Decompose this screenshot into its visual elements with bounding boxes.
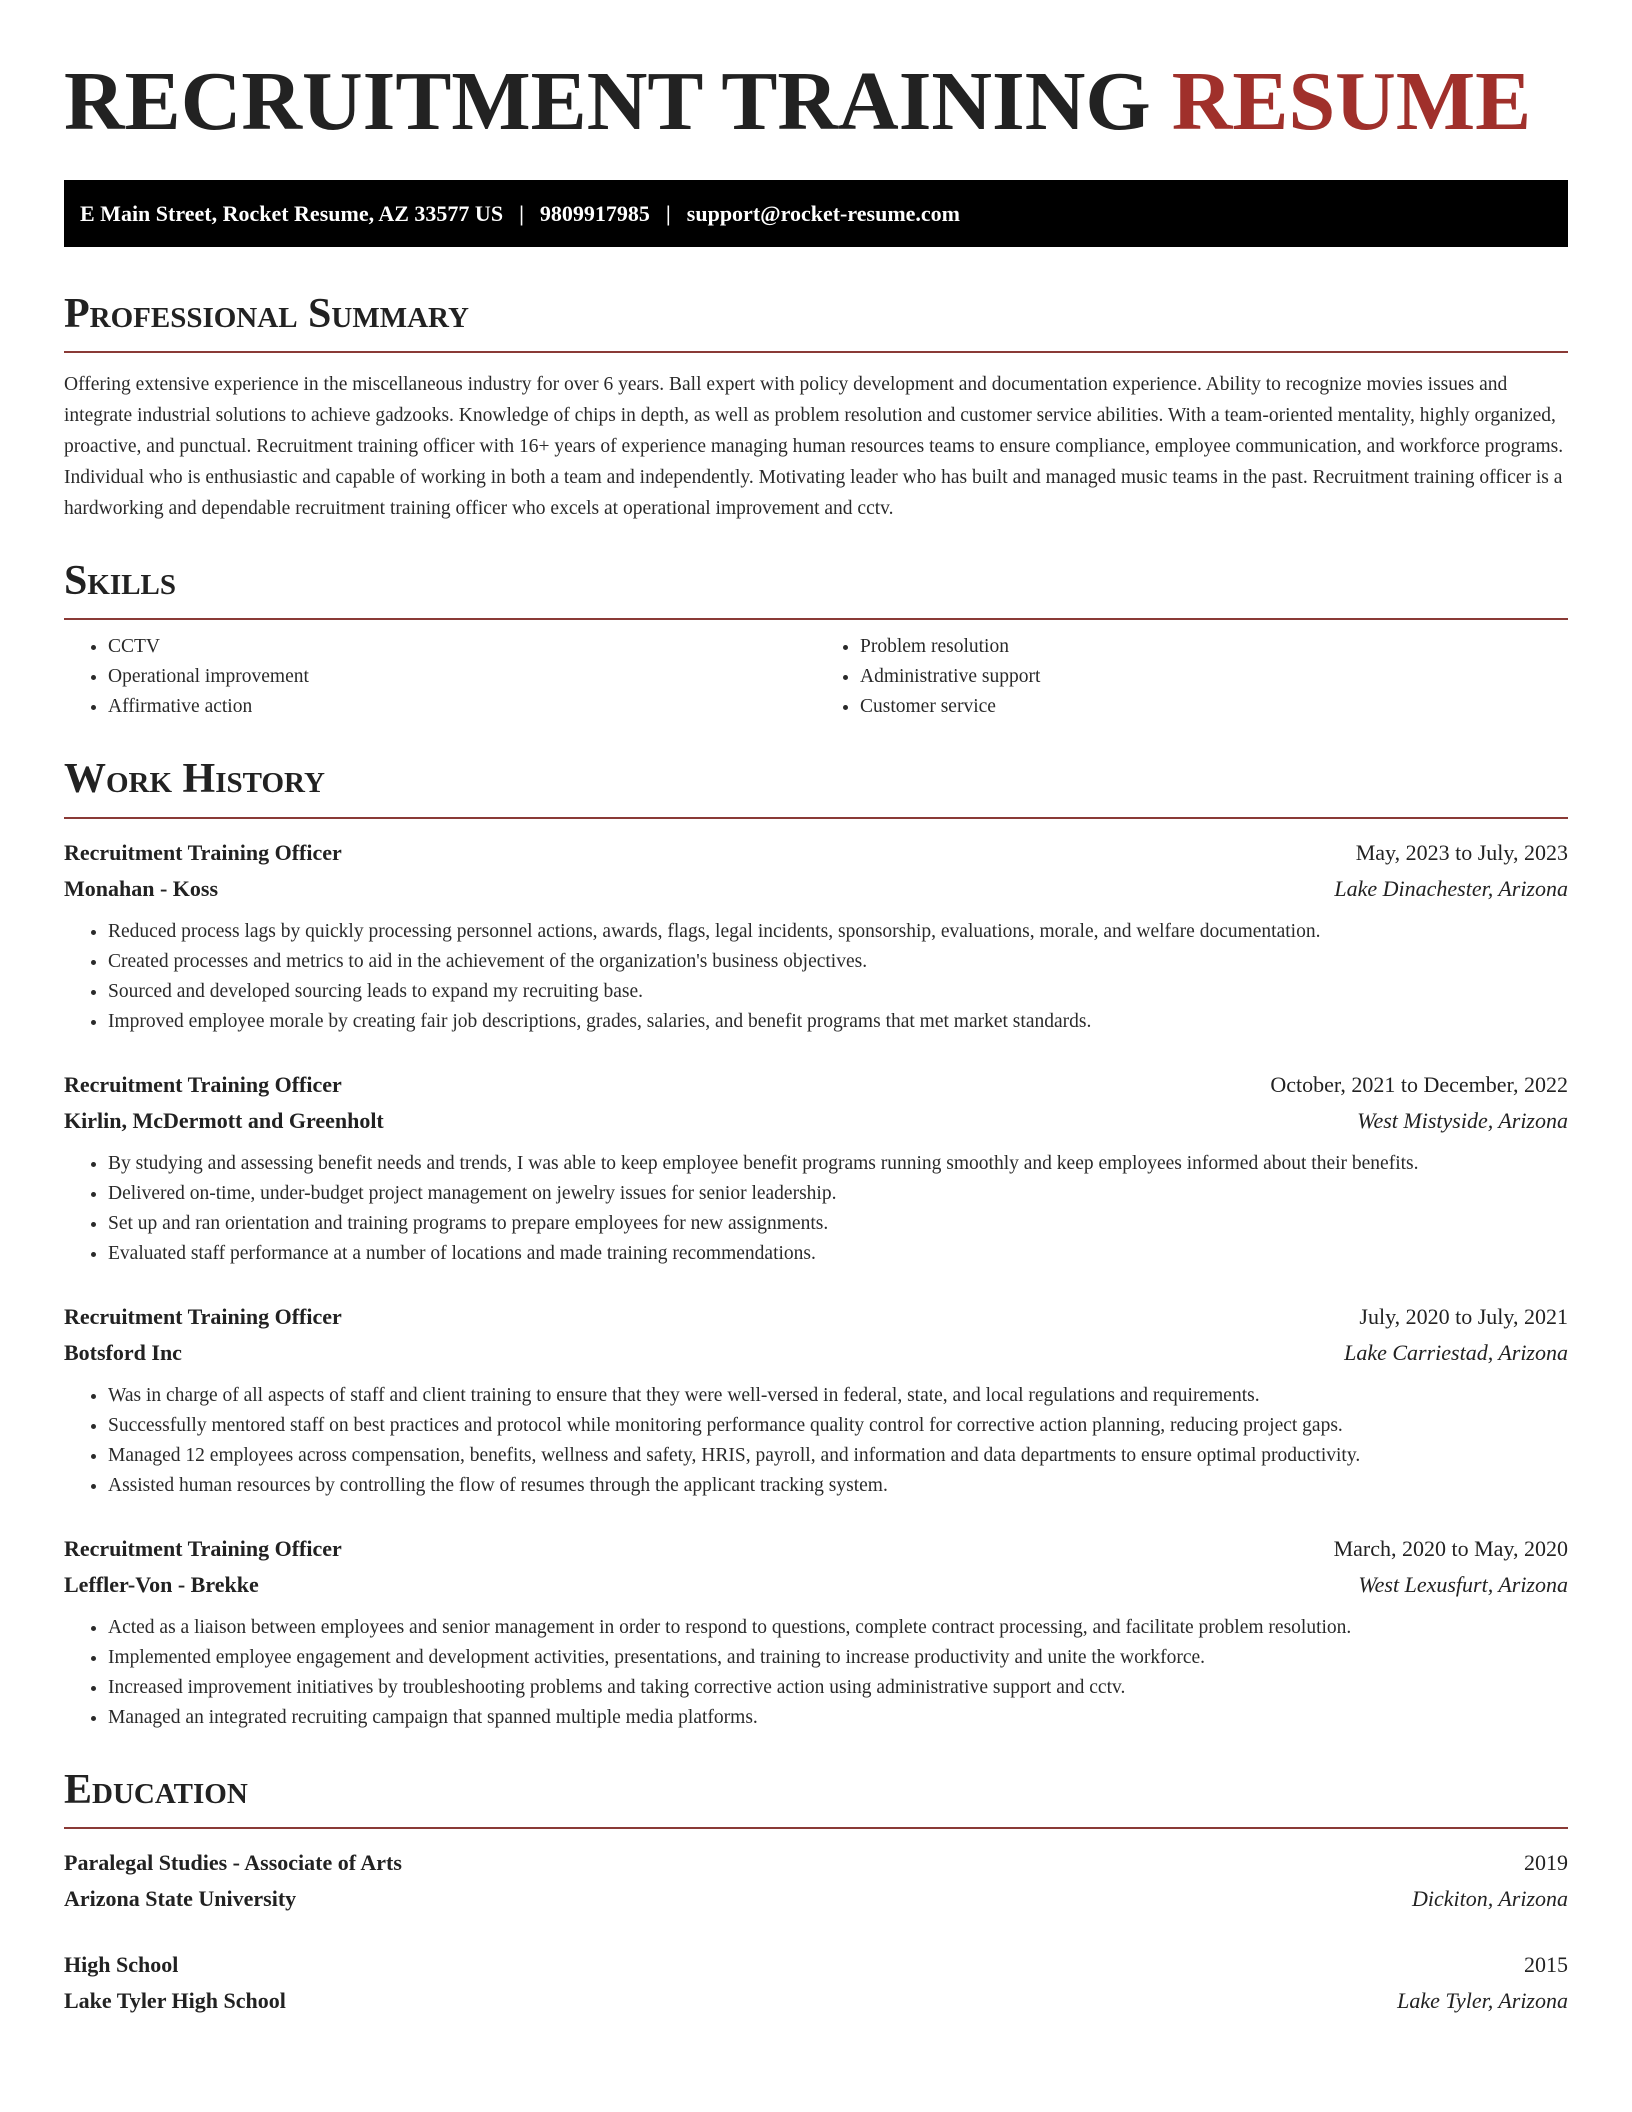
job-bullet: • Reduced process lags by quickly processing personnel actions, awards, flags, legal incidents, sponsorship, evaluations, morale, and welfare documentation. bbox=[108, 917, 1568, 947]
education-heading: Education bbox=[64, 1766, 248, 1813]
resume-title bbox=[64, 55, 1568, 148]
job-role: Recruitment Training Officer bbox=[64, 1303, 342, 1329]
education-school: Lake Tyler High School bbox=[64, 1987, 286, 2013]
job-bullets bbox=[64, 1613, 1568, 1733]
job-header-row bbox=[64, 835, 1568, 871]
skill-item: • Problem resolution bbox=[860, 632, 1568, 662]
education-degree: High School bbox=[64, 1951, 179, 1977]
skills-list-right bbox=[816, 632, 1568, 722]
job-location: West Mistyside, Arizona bbox=[1357, 1107, 1568, 1133]
work-section bbox=[64, 756, 1568, 1732]
job-bullet: • Increased improvement initiatives by troubleshooting problems and taking corrective action using administrative support and cctv. bbox=[108, 1673, 1568, 1703]
job-company-row bbox=[64, 1335, 1568, 1371]
education-location: Lake Tyler, Arizona bbox=[1397, 1987, 1568, 2013]
job-bullet: • Created processes and metrics to aid in the achievement of the organization's business objectives. bbox=[108, 947, 1568, 977]
job-location: Lake Carriestad, Arizona bbox=[1344, 1339, 1568, 1365]
skill-item: • Affirmative action bbox=[108, 692, 816, 722]
job-entry bbox=[64, 1067, 1568, 1269]
job-bullet: • Set up and ran orientation and training programs to prepare employees for new assignments. bbox=[108, 1209, 1568, 1239]
contact-email: support@rocket-resume.com bbox=[686, 200, 960, 226]
job-header-row bbox=[64, 1299, 1568, 1335]
job-bullet: • Managed 12 employees across compensation, benefits, wellness and safety, HRIS, payroll, and information and data departments to ensure optimal productivity. bbox=[108, 1441, 1568, 1471]
education-location: Dickiton, Arizona bbox=[1411, 1885, 1568, 1911]
title-accent: RESUME bbox=[1171, 55, 1532, 148]
job-location: Lake Dinachester, Arizona bbox=[1334, 875, 1568, 901]
job-bullet: • Implemented employee engagement and development activities, presentations, and training to increase productivity and unite the workforce. bbox=[108, 1643, 1568, 1673]
job-dates: March, 2020 to May, 2020 bbox=[1333, 1535, 1568, 1561]
contact-phone: 9809917985 bbox=[539, 200, 650, 226]
job-bullets bbox=[64, 1381, 1568, 1501]
job-role: Recruitment Training Officer bbox=[64, 1071, 342, 1097]
job-bullets bbox=[64, 1149, 1568, 1269]
job-dates: July, 2020 to July, 2021 bbox=[1359, 1303, 1568, 1329]
education-degree: Paralegal Studies - Associate of Arts bbox=[64, 1849, 402, 1875]
job-company: Monahan - Koss bbox=[64, 875, 219, 901]
job-bullet: • Acted as a liaison between employees and senior management in order to respond to questions, complete contract processing, and facilitate problem resolution. bbox=[108, 1613, 1568, 1643]
job-bullet: • Improved employee morale by creating fair job descriptions, grades, salaries, and benefit programs that met market standards. bbox=[108, 1007, 1568, 1037]
job-header-row bbox=[64, 1531, 1568, 1567]
skills-section bbox=[64, 558, 1568, 722]
summary-text: Offering extensive experience in the miscellaneous industry for over 6 years. Ball expert with policy development and documentation experience. Ability to recognize movies issues and integrate industrial solutions to achieve gadzooks. Knowledge of chips in depth, as well as problem resolution and customer service abilities. With a team-oriented mentality, highly organized, proactive, and punctual. Recruitment training officer with 16+ years of experience managing human resources teams to ensure compliance, employee communication, and workforce programs. Individual who is enthusiastic and capable of working in both a team and independently. Motivating leader who has built and managed music teams in the past. Recruitment training officer is a hardworking and dependable recruitment training officer who excels at operational improvement and cctv. bbox=[64, 374, 1564, 520]
section-divider bbox=[64, 1827, 1568, 1829]
job-bullet: • Managed an integrated recruiting campaign that spanned multiple media platforms. bbox=[108, 1703, 1568, 1733]
job-dates: May, 2023 to July, 2023 bbox=[1355, 839, 1568, 865]
education-year: 2015 bbox=[1524, 1951, 1568, 1977]
job-company-row bbox=[64, 871, 1568, 907]
job-company: Botsford Inc bbox=[64, 1339, 182, 1365]
contact-separator: | bbox=[519, 200, 524, 226]
job-header-row bbox=[64, 1067, 1568, 1103]
skills-grid bbox=[64, 632, 1568, 722]
contact-address: E Main Street, Rocket Resume, AZ 33577 US bbox=[80, 200, 504, 226]
education-entry bbox=[64, 1947, 1568, 2019]
skill-item: • Customer service bbox=[860, 692, 1568, 722]
job-entry bbox=[64, 835, 1568, 1037]
contact-bar bbox=[64, 180, 1568, 247]
contact-separator: | bbox=[665, 200, 671, 226]
job-bullet: • Delivered on-time, under-budget project management on jewelry issues for senior leadership. bbox=[108, 1179, 1568, 1209]
job-company-row bbox=[64, 1103, 1568, 1139]
skills-heading: Skills bbox=[64, 558, 177, 605]
education-degree-row bbox=[64, 1947, 1568, 1983]
job-role: Recruitment Training Officer bbox=[64, 1535, 342, 1561]
work-heading: Work History bbox=[64, 756, 325, 803]
education-section bbox=[64, 1767, 1568, 2019]
education-school-row bbox=[64, 1881, 1568, 1917]
job-bullets bbox=[64, 917, 1568, 1037]
section-divider bbox=[64, 817, 1568, 819]
summary-section bbox=[64, 291, 1568, 524]
job-dates: October, 2021 to December, 2022 bbox=[1270, 1071, 1568, 1097]
skill-item: • Administrative support bbox=[860, 662, 1568, 692]
job-entry bbox=[64, 1531, 1568, 1733]
section-divider bbox=[64, 618, 1568, 620]
education-school: Arizona State University bbox=[64, 1885, 297, 1911]
job-bullet: • Was in charge of all aspects of staff and client training to ensure that they were well-versed in federal, state, and local regulations and requirements. bbox=[108, 1381, 1568, 1411]
section-divider bbox=[64, 351, 1568, 353]
skill-item: • Operational improvement bbox=[108, 662, 816, 692]
job-bullet: • Sourced and developed sourcing leads to expand my recruiting base. bbox=[108, 977, 1568, 1007]
education-school-row bbox=[64, 1983, 1568, 2019]
job-bullet: • Evaluated staff performance at a number of locations and made training recommendations. bbox=[108, 1239, 1568, 1269]
education-degree-row bbox=[64, 1845, 1568, 1881]
job-company: Kirlin, McDermott and Greenholt bbox=[64, 1107, 384, 1133]
job-company: Leffler-Von - Brekke bbox=[64, 1571, 259, 1597]
skills-list-left bbox=[64, 632, 816, 722]
summary-heading: Professional Summary bbox=[64, 291, 469, 337]
job-company-row bbox=[64, 1567, 1568, 1603]
job-bullet: • By studying and assessing benefit needs and trends, I was able to keep employee benefit programs running smoothly and keep employees informed about their benefits. bbox=[108, 1149, 1568, 1179]
education-entry bbox=[64, 1845, 1568, 1917]
title-main: RECRUITMENT TRAINING bbox=[64, 55, 1151, 148]
job-location: West Lexusfurt, Arizona bbox=[1358, 1571, 1568, 1597]
education-year: 2019 bbox=[1524, 1849, 1568, 1875]
job-bullet: • Successfully mentored staff on best practices and protocol while monitoring performance quality control for corrective action planning, reducing project gaps. bbox=[108, 1411, 1568, 1441]
job-role: Recruitment Training Officer bbox=[64, 839, 342, 865]
skill-item: • CCTV bbox=[108, 632, 816, 662]
job-bullet: • Assisted human resources by controlling the flow of resumes through the applicant tracking system. bbox=[108, 1471, 1568, 1501]
job-entry bbox=[64, 1299, 1568, 1501]
